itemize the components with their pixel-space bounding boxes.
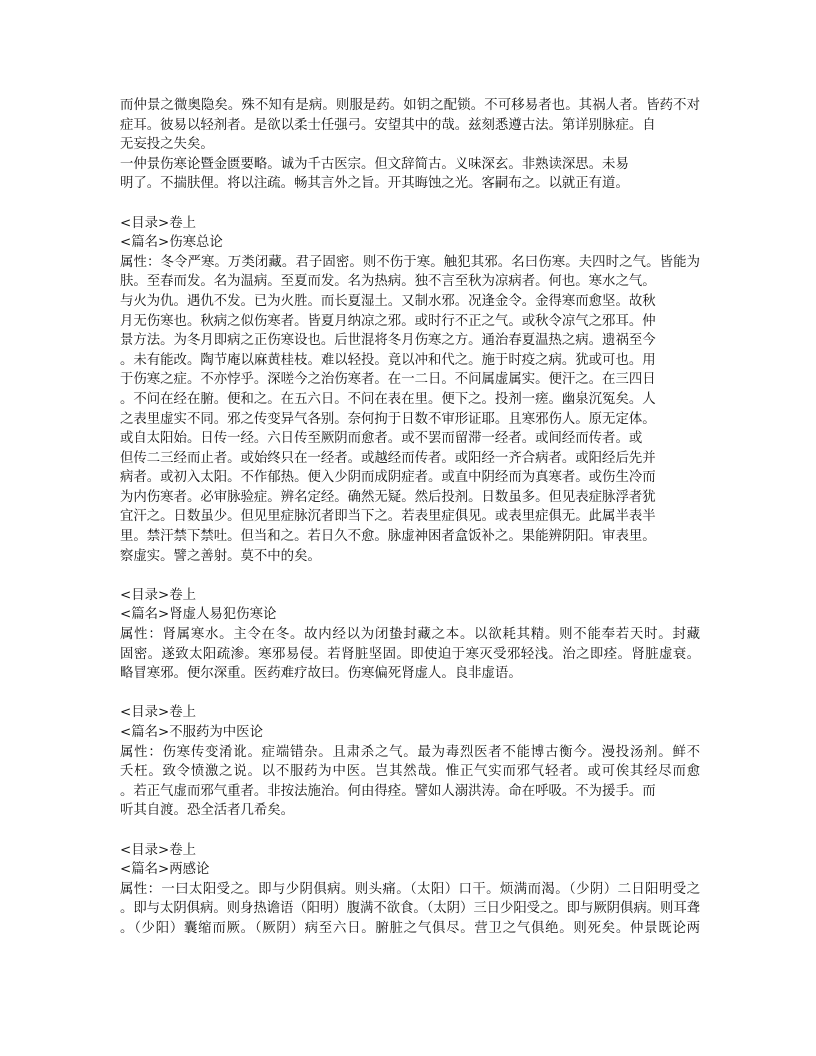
paragraph-gap (120, 684, 700, 704)
text-line: 或自太阳始。日传一经。六日传至厥阴而愈者。或不罢而留滞一经者。或间经而传者。或 (120, 431, 643, 447)
text-line: 与火为仇。遇仇不发。已为火胜。而长夏湿土。又制水邪。况逢金令。金得寒而愈坚。故秋 (120, 293, 656, 309)
text-line: 景方法。为冬月即病之正伤寒设也。后世混将冬月伤寒之方。通治春夏温热之病。遗祸至今 (120, 333, 656, 349)
section-title: <篇名>两感论 (120, 862, 210, 878)
paragraph-gap (120, 194, 700, 214)
text-line: 略冒寒邪。便尔深重。医药难疗故曰。伤寒偏死肾虚人。良非虚语。 (120, 666, 522, 682)
text-line: 察虚实。譬之善射。莫不中的矣。 (120, 548, 321, 564)
text-line: 。（少阳）囊缩而厥。（厥阴）病至六日。腑脏之气俱尽。营卫之气俱绝。则死矣。仲景既论两 (120, 920, 701, 936)
text-line: 固密。遂致太阳疏渗。寒邪易侵。若肾脏坚固。即使迫于寒灭受邪轻浅。治之即痊。肾脏虚衰。 (120, 646, 701, 662)
text-line: 之表里虚实不同。邪之传变异气各别。奈何拘于日数不审形证耶。且寒邪伤人。原无定体。 (120, 411, 656, 427)
text-line: 。未有能改。陶节庵以麻黄桂枝。难以轻投。竟以冲和代之。施于时疫之病。犹或可也。用 (120, 352, 656, 368)
intro-paragraph (120, 96, 700, 194)
paragraph-gap (120, 566, 700, 586)
section-title: <篇名>不服药为中医论 (120, 725, 263, 740)
text-line: 无妄投之失矣。 (120, 137, 214, 153)
text-line: 宜汗之。日数虽少。但见里症脉沉者即当下之。若表里症俱见。或表里症俱无。此属半表半 (120, 509, 656, 525)
section (120, 841, 700, 939)
section (120, 703, 700, 821)
text-line: 病者。或初入太阳。不作郁热。便入少阴而成阴症者。或直中阴经而为真寒者。或伤生冷而 (120, 470, 656, 486)
section (120, 586, 700, 684)
text-line: 。不问在经在腑。便和之。在五六日。不问在表在里。便下之。投剂一瘥。幽泉沉冤矣。人 (120, 391, 656, 407)
section-mulu: <目录>卷上 (120, 842, 197, 858)
section-mulu: <目录>卷上 (120, 705, 197, 721)
text-line: 症耳。彼易以轻剂者。是欲以柔士任强弓。安望其中的哉。兹刻悉遵古法。第详别脉症。自 (120, 117, 656, 133)
text-line: 而仲景之微奥隐矣。殊不知有是病。则服是药。如钥之配锁。不可移易者也。其祸人者。皆药不对 (120, 98, 701, 113)
text-line: 于伤寒之症。不亦悖乎。深嗟今之治伤寒者。在一二日。不问属虚属实。便汗之。在三四日 (120, 372, 656, 388)
text-line: 一仲景伤寒论暨金匮要略。诚为千古医宗。但文辞简古。义味深玄。非熟读深思。未易 (120, 156, 629, 172)
text-line: 属性：伤寒传变淆讹。症端错杂。且肃杀之气。最为毒烈医者不能博古衡今。漫投汤剂。鲜不 (120, 744, 701, 760)
document-page (120, 96, 700, 939)
text-line: 属性：冬令严寒。万类闭藏。君子固密。则不伤于寒。触犯其邪。名曰伤寒。夫四时之气。皆能为 (120, 254, 701, 270)
text-line: 夭枉。致令愤激之说。以不服药为中医。岂其然哉。惟正气实而邪气轻者。或可俟其经尽而愈 (120, 764, 701, 780)
paragraph-gap (120, 821, 700, 841)
text-line: 但传二三经而止者。或始终只在一经者。或越经而传者。或阳经一齐合病者。或阳经后先并 (120, 450, 656, 466)
text-line: 。即与太阴俱病。则身热谵语（阳明）腹满不欲食。（太阴）三日少阳受之。即与厥阴俱病。则耳聋 (120, 901, 700, 917)
text-line: 月无伤寒也。秋病之似伤寒者。皆夏月纳凉之邪。或时行不正之气。或秋令凉气之邪耳。仲 (120, 313, 656, 329)
text-line: 属性：一曰太阳受之。即与少阴俱病。则头痛。（太阳）口干。烦满而渴。（少阴）二日阳明受之 (120, 881, 701, 897)
section-title: <篇名>肾虚人易犯伤寒论 (120, 607, 277, 623)
text-line: 肤。至春而发。名为温病。至夏而发。名为热病。独不言至秋为凉病者。何也。寒水之气。 (120, 274, 656, 290)
section-title: <篇名>伤寒总论 (120, 235, 223, 251)
section (120, 214, 700, 567)
text-line: 属性：肾属寒水。主令在冬。故内经以为闭蛰封藏之本。以欲耗其精。则不能奉若天时。封藏 (120, 627, 701, 643)
text-line: 听其自渡。恐全活者几希矣。 (120, 803, 295, 819)
text-line: 明了。不揣肤俚。将以注疏。畅其言外之旨。开其晦蚀之光。客嗣布之。以就正有道。 (120, 176, 629, 192)
section-mulu: <目录>卷上 (120, 215, 197, 231)
text-line: 为内伤寒者。必审脉验症。辨名定经。确然无疑。然后投剂。日数虽多。但见表症脉浮者犹 (120, 489, 656, 505)
text-line: 里。禁汗禁下禁吐。但当和之。若日久不愈。脉虚神困者盒饭补之。果能辨阴阳。审表里。 (120, 529, 656, 545)
text-line: 。若正气虚而邪气重者。非按法施治。何由得痊。譬如人溺洪涛。命在呼吸。不为援手。而 (120, 783, 656, 799)
section-mulu: <目录>卷上 (120, 587, 197, 603)
